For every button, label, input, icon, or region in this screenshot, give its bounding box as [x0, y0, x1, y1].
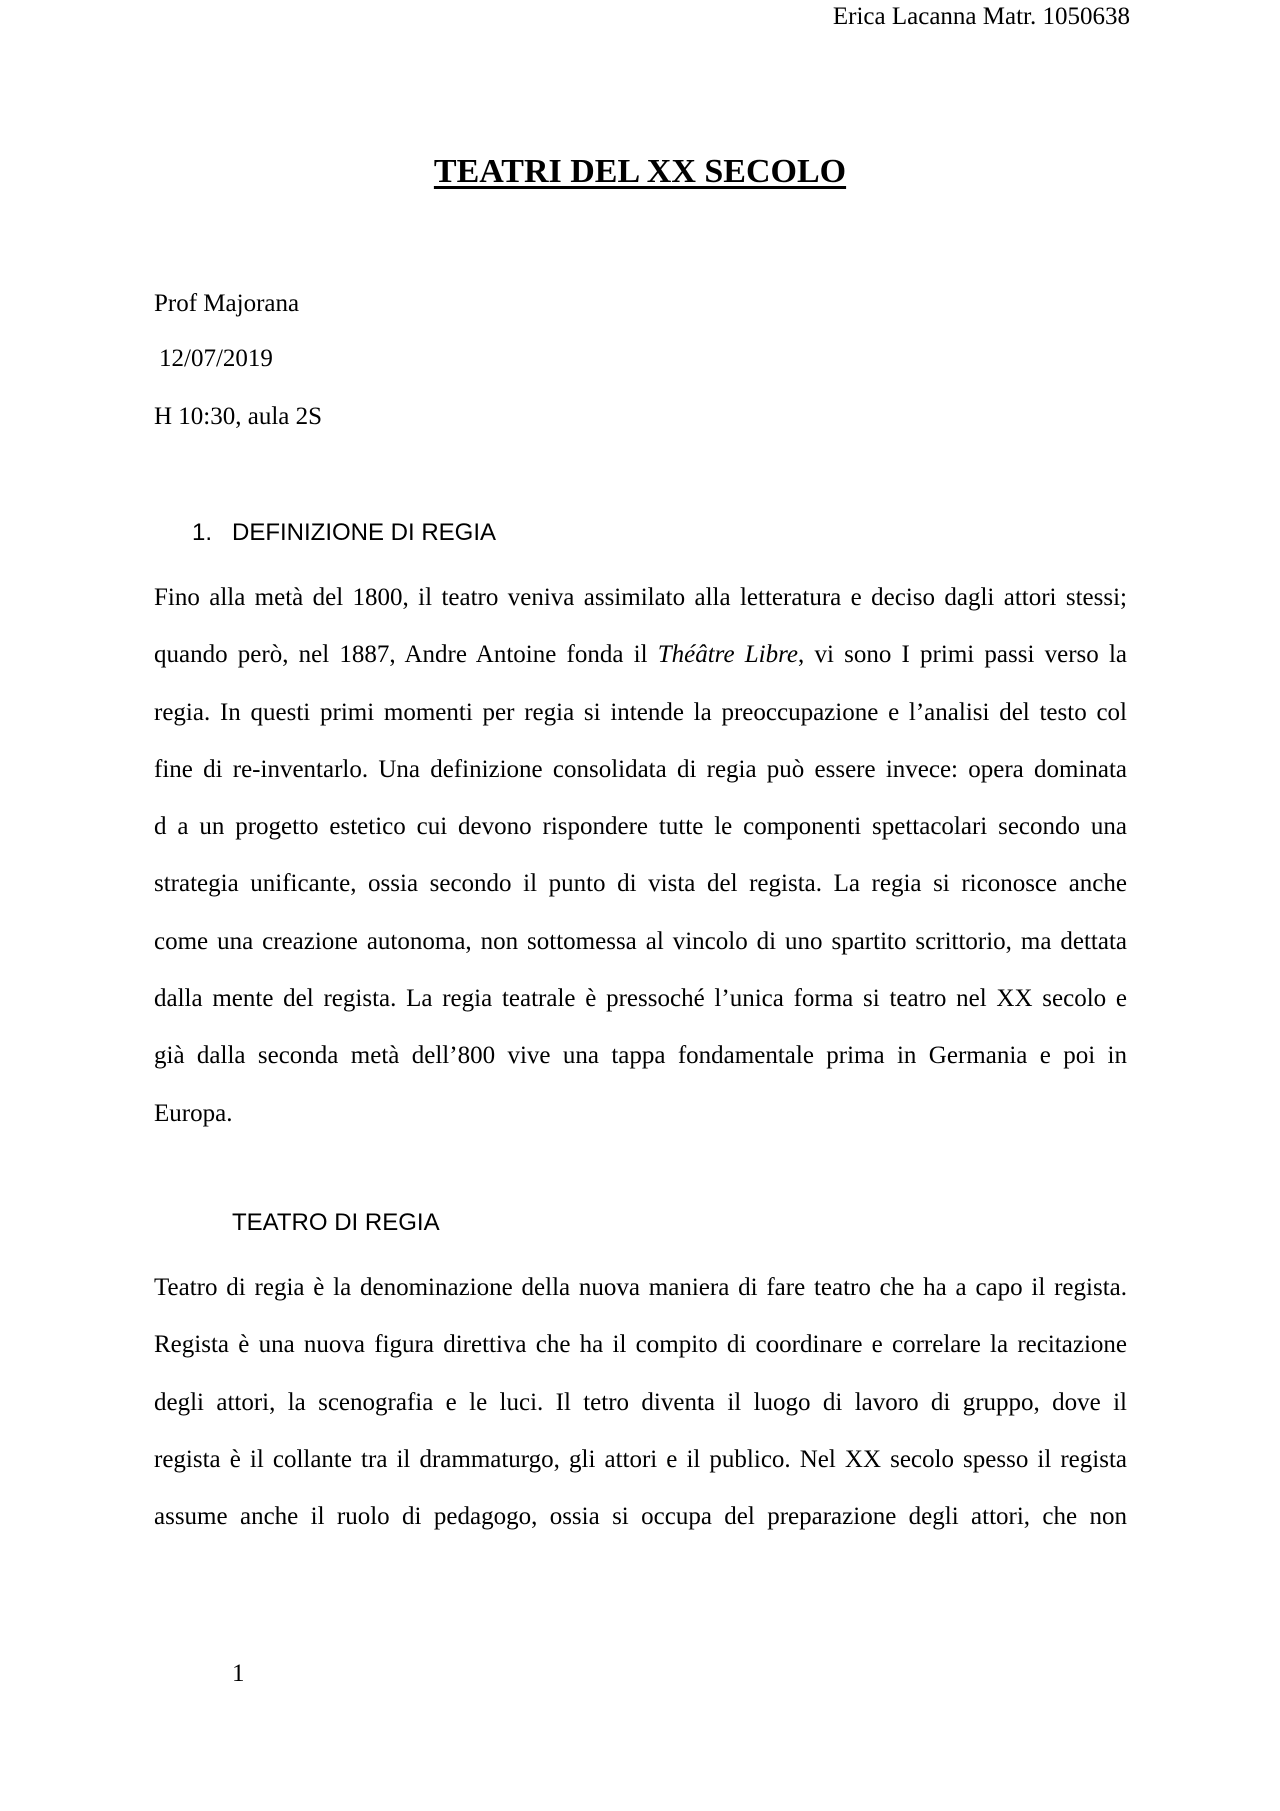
section-number: 1.	[192, 519, 213, 546]
italic-theatre-name: Théâtre Libre	[657, 641, 799, 669]
paragraph-line: degli attori, la scenografia e le luci. Il tetro diventa il luogo di lavoro di gruppo, dove il	[154, 1388, 1127, 1416]
page-number: 1	[232, 1660, 245, 1687]
line-text: quando però, nel 1887, Andre Antoine fonda il	[154, 641, 658, 669]
paragraph-line: Europa.	[154, 1099, 233, 1127]
paragraph-line: strategia unificante, ossia secondo il punto di vista del regista. La regia si riconosce anche	[154, 870, 1127, 898]
paragraph-line	[154, 626, 1127, 683]
paragraph-teatro-di-regia	[154, 1259, 1127, 1545]
section-heading-teatro-di-regia: TEATRO DI REGIA	[232, 1209, 440, 1236]
paragraph-line: dalla mente del regista. La regia teatrale è pressoché l’unica forma si teatro nel XX secolo e	[154, 985, 1127, 1013]
paragraph-line: Regista è una nuova figura direttiva che ha il compito di coordinare e correlare la recitazione	[154, 1331, 1127, 1359]
author-header: Erica Lacanna Matr. 1050638	[832, 3, 1130, 30]
professor-name: Prof Majorana	[154, 290, 300, 317]
paragraph-line: regista è il collante tra il drammaturgo, gli attori e il publico. Nel XX secolo spesso il regista	[154, 1445, 1127, 1473]
exam-date: 12/07/2019	[159, 345, 273, 372]
paragraph-line: Fino alla metà del 1800, il teatro veniva assimilato alla letteratura e deciso dagli attori stessi;	[154, 584, 1127, 611]
section-heading-text: DEFINIZIONE DI REGIA	[232, 519, 497, 546]
paragraph-line: fine di re-inventarlo. Una definizione consolidata di regia può essere invece: opera dominata	[154, 755, 1127, 783]
exam-time-room: H 10:30, aula 2S	[154, 403, 323, 430]
paragraph-line: d a un progetto estetico cui devono rispondere tutte le componenti spettacolari secondo una	[154, 813, 1127, 841]
paragraph-line: come una creazione autonoma, non sottomessa al vincolo di uno spartito scrittorio, ma dettata	[154, 927, 1127, 955]
section-heading-definizione	[192, 518, 496, 548]
paragraph-line: già dalla seconda metà dell’800 vive una tappa fondamentale prima in Germania e poi in	[154, 1042, 1127, 1070]
paragraph-line: assume anche il ruolo di pedagogo, ossia si occupa del preparazione degli attori, che non	[154, 1503, 1127, 1531]
paragraph-line: regia. In questi primi momenti per regia si intende la preoccupazione e l’analisi del testo col	[154, 698, 1127, 726]
paragraph-definizione	[154, 569, 1127, 1142]
paragraph-line: Teatro di regia è la denominazione della nuova maniera di fare teatro che ha a capo il regista.	[154, 1274, 1127, 1301]
page-title: TEATRI DEL XX SECOLO	[433, 153, 847, 190]
line-text: , vi sono I primi passi verso la	[798, 641, 1128, 669]
